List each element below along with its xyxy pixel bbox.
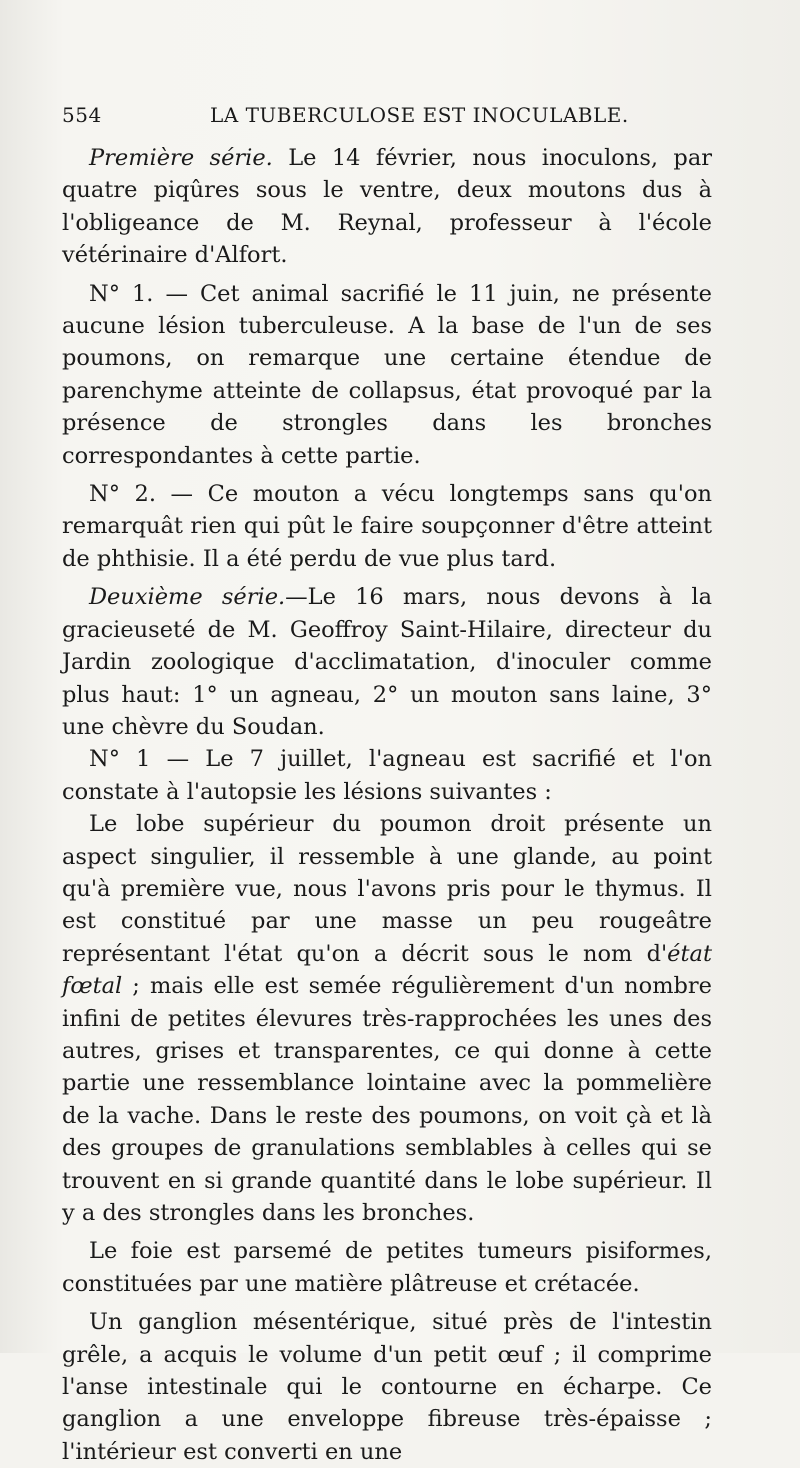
paragraph: [62, 1306, 712, 1468]
paragraph: [62, 1235, 712, 1300]
paragraph-text: Le 14 février, nous inoculons, par quatre piqûres sous le ventre, deux moutons dus à l'obligeance de M. Reynal, professeur à l'école vétérinaire d'Alfort.: [62, 145, 713, 269]
paragraph-text: N° 1. — Cet animal sacrifié le 11 juin, ne présente aucune lésion tuberculeuse. A la base de l'un de ses poumons, on remarque une certaine étendue de parenchyme atteinte de collapsus, état provoqué par la présence de strongles dans les bronches correspondantes à cette partie.: [62, 280, 712, 469]
paragraph-text: N° 2. — Ce mouton a vécu longtemps sans qu'on remarquât rien qui pût le faire soupçonner d'être atteint de phthisie. Il a été perdu de vue plus tard.: [62, 481, 712, 572]
series-heading: Première série.: [89, 145, 273, 171]
paragraph: [62, 478, 712, 575]
paragraph-text: N° 1 — Le 7 juillet, l'agneau est sacrifié et l'on constate à l'autopsie les lésions suivantes :: [62, 746, 712, 805]
running-header: [62, 103, 712, 133]
paragraph-text: Le foie est parsemé de petites tumeurs pisiformes, constituées par une matière plâtreuse et crétacée.: [62, 1238, 712, 1297]
running-title: LA TUBERCULOSE EST INOCULABLE.: [210, 103, 629, 127]
body-text: [62, 142, 712, 1468]
paragraph: [62, 743, 712, 808]
paragraph: [62, 278, 712, 472]
paragraph: [62, 142, 712, 272]
paragraph-text: —Le 16 mars, nous devons à la gracieuseté de M. Geoffroy Saint-Hilaire, directeur du Jardin zoologique d'acclimatation, d'inoculer comme plus haut: 1° un agneau, 2° un mouton sans laine, 3° une chèvre du Soudan.: [62, 584, 712, 740]
series-heading: Deuxième série.: [89, 584, 286, 611]
paragraph: [62, 581, 712, 743]
paragraph-text: Un ganglion mésentérique, situé près de l'intestin grêle, a acquis le volume d'un petit œuf ; il comprime l'anse intestinale qui le contourne en écharpe. Ce ganglion a une enveloppe fibreuse très-épaisse ; l'intérieur est converti en une: [62, 1309, 712, 1465]
paragraph-text: ; mais elle est semée régulièrement d'un nombre infini de petites élevures très-rapprochées les unes des autres, grises et transparentes, ce qui donne à cette partie une ressemblance lointaine avec la pommelière de la vache. Dans le reste des poumons, on voit çà et là des groupes de granulations semblables à celles qui se trouvent en si grande quantité dans le lobe supérieur. Il y a des strongles dans les bronches.: [62, 973, 712, 1226]
page-number: 554: [62, 103, 102, 127]
paragraph-text: Le lobe supérieur du poumon droit présente un aspect singulier, il ressemble à une glande, au point qu'à première vue, nous l'avons pris pour le thymus. Il est constitué par une masse un peu rougeâtre représentant l'état qu'on a décrit sous le nom d': [62, 811, 712, 967]
emphasis: état fœtal: [62, 940, 712, 1000]
paragraph: [62, 808, 712, 1229]
